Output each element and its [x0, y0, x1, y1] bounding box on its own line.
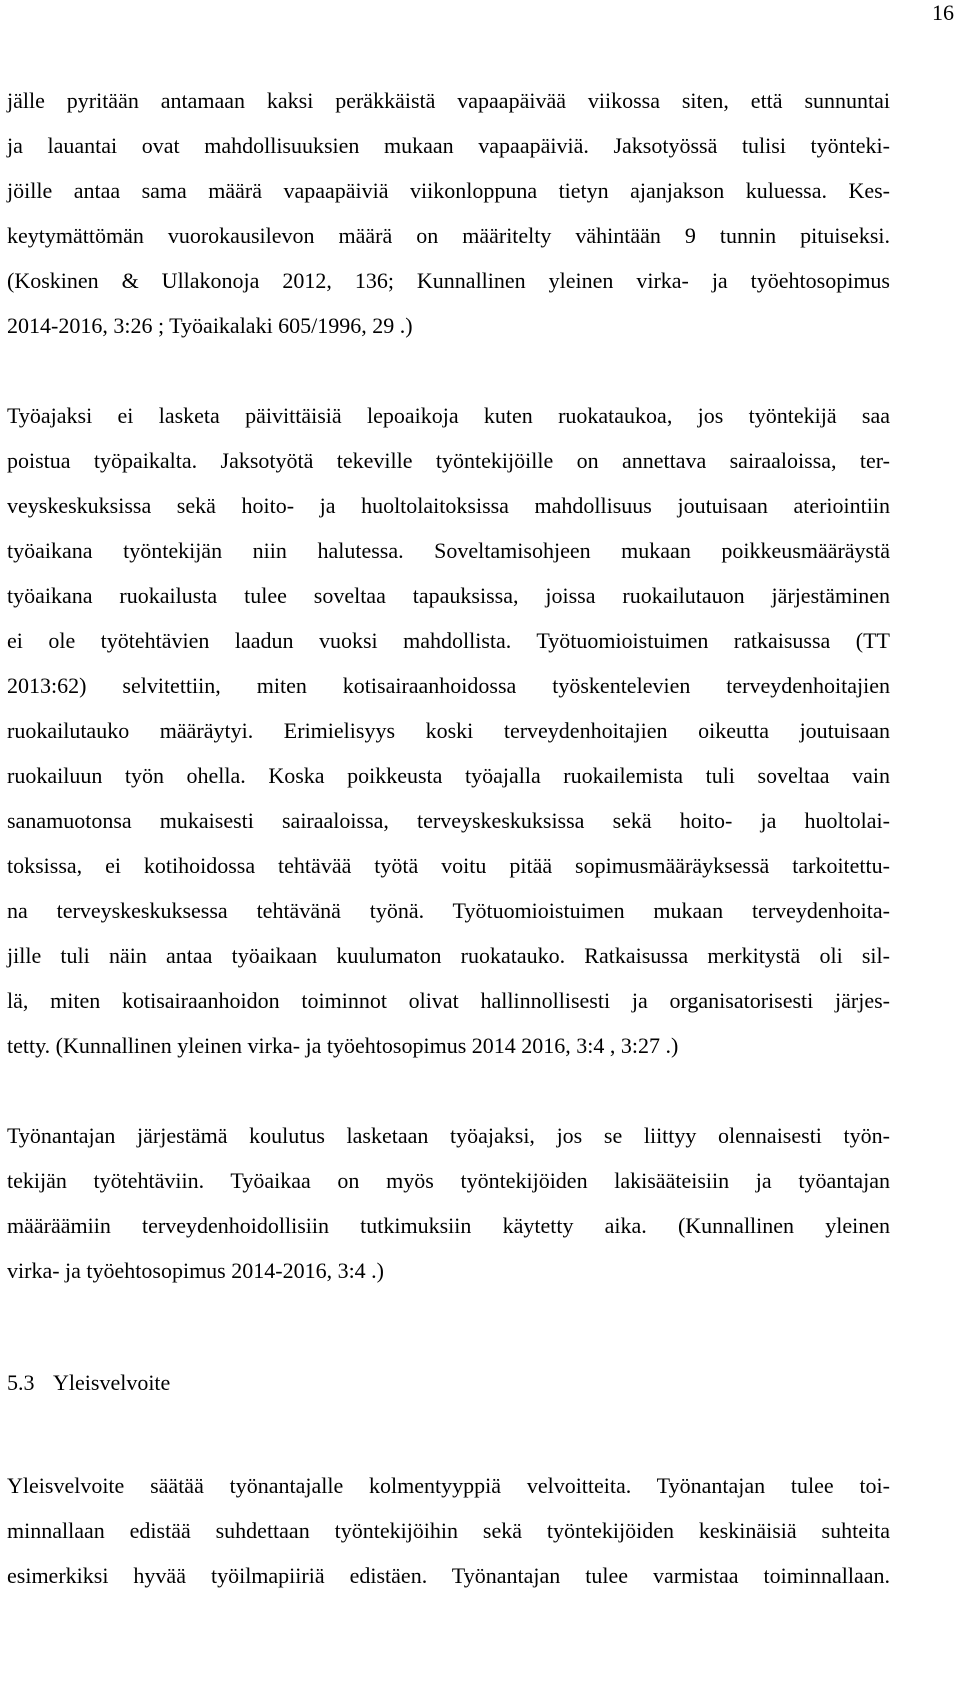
text-line: veyskeskuksissa sekä hoito- ja huoltolaitoksissa mahdollisuus joutuisaan ateriointiin: [7, 493, 890, 518]
text-line: minnallaan edistää suhdettaan työntekijöihin sekä työntekijöiden keskinäisiä suhteita: [7, 1518, 890, 1543]
text-line: sanamuotonsa mukaisesti sairaaloissa, terveyskeskuksissa sekä hoito- ja huoltolai-: [7, 808, 890, 833]
section-heading: [7, 1369, 890, 1397]
text-line: Yleisvelvoite säätää työnantajalle kolmentyyppiä velvoitteita. Työnantajan tulee toi-: [7, 1473, 890, 1498]
text-line: määräämiin terveydenhoidollisiin tutkimuksiin käytetty aika. (Kunnallinen yleinen: [7, 1213, 890, 1238]
text-line: Työajaksi ei lasketa päivittäisiä lepoaikoja kuten ruokataukoa, jos työntekijä saa: [7, 403, 890, 428]
text-line: jälle pyritään antamaan kaksi peräkkäistä vapaapäivää viikossa siten, että sunnuntai: [7, 88, 890, 113]
text-line: ruokailutauko määräytyi. Erimielisyys koski terveydenhoitajien oikeutta joutuisaan: [7, 718, 890, 743]
section-number: 5.3: [7, 1370, 35, 1395]
text-line: jille tuli näin antaa työaikaan kuulumaton ruokatauko. Ratkaisussa merkitystä oli sil-: [7, 943, 890, 968]
text-line: Työnantajan järjestämä koulutus lasketaan työajaksi, jos se liittyy olennaisesti työn-: [7, 1123, 890, 1148]
text-line: na terveyskeskuksessa tehtävänä työnä. Työtuomioistuimen mukaan terveydenhoita-: [7, 898, 890, 923]
text-line: ruokailuun työn ohella. Koska poikkeusta työajalla ruokailemista tuli soveltaa vain: [7, 763, 890, 788]
text-line: (Koskinen & Ullakonoja 2012, 136; Kunnallinen yleinen virka- ja työehtosopimus: [7, 268, 890, 293]
text-line: virka- ja työehtosopimus 2014-2016, 3:4 .): [7, 1258, 385, 1283]
text-line: toksissa, ei kotihoidossa tehtävää työtä voitu pitää sopimusmääräyksessä tarkoitettu-: [7, 853, 890, 878]
text-line: esimerkiksi hyvää työilmapiiriä edistäen. Työnantajan tulee varmistaa toiminnallaan.: [7, 1563, 890, 1588]
text-line: tekijän työtehtäviin. Työaikaa on myös työntekijöiden lakisääteisiin ja työantajan: [7, 1168, 890, 1193]
text-line: lä, miten kotisairaanhoidon toiminnot olivat hallinnollisesti ja organisatorisesti järjes-: [7, 988, 890, 1013]
text-line: jöille antaa sama määrä vapaapäiviä viikonloppuna tietyn ajanjakson kuluessa. Kes-: [7, 178, 890, 203]
text-line: 2013:62) selvitettiin, miten kotisairaanhoidossa työskentelevien terveydenhoitajien: [7, 673, 890, 698]
text-line: ja lauantai ovat mahdollisuuksien mukaan vapaapäiviä. Jaksotyössä tulisi työnteki-: [7, 133, 890, 158]
text-line: 2014-2016, 3:26 ; Työaikalaki 605/1996, 29 .): [7, 313, 413, 338]
text-line: keytymättömän vuorokausilevon määrä on määritelty vähintään 9 tunnin pituiseksi.: [7, 223, 890, 248]
text-line: poistua työpaikalta. Jaksotyötä tekeville työntekijöille on annettava sairaaloissa, ter-: [7, 448, 890, 473]
text-line: työaikana ruokailusta tulee soveltaa tapauksissa, joissa ruokailutauon järjestäminen: [7, 583, 890, 608]
page-number: 16: [932, 0, 954, 25]
section-title: Yleisvelvoite: [53, 1370, 171, 1395]
text-line: ei ole työtehtävien laadun vuoksi mahdollista. Työtuomioistuimen ratkaisussa (TT: [7, 628, 890, 653]
text-line: työaikana työntekijän niin halutessa. Soveltamisohjeen mukaan poikkeusmääräystä: [7, 538, 890, 563]
text-line: tetty. (Kunnallinen yleinen virka- ja työehtosopimus 2014 2016, 3:4 , 3:27 .): [7, 1033, 679, 1058]
